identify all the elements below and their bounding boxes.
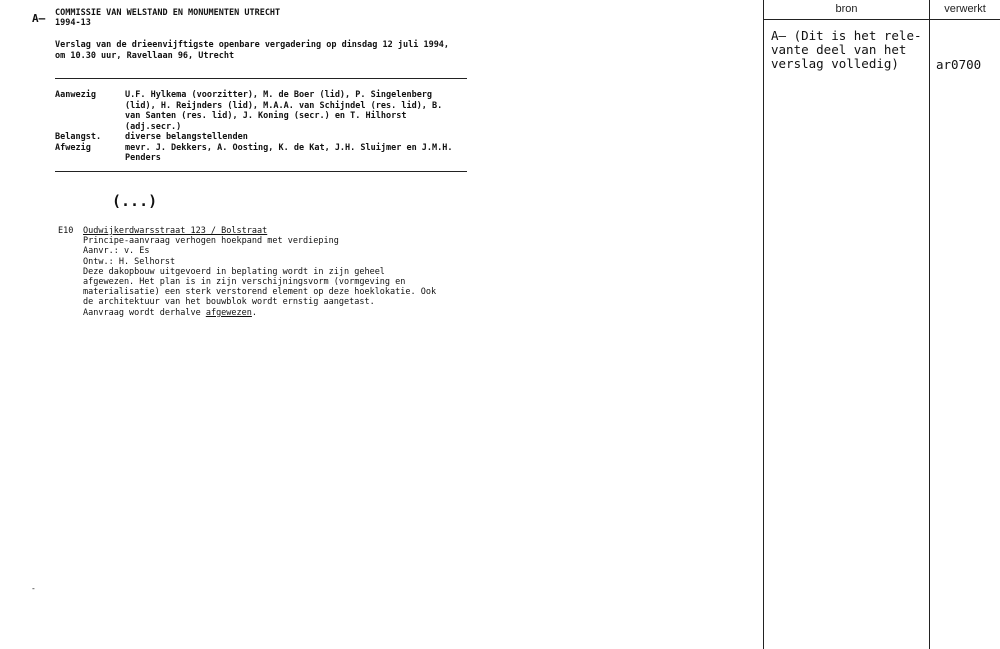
stakeholders-text: diverse belangstellenden (125, 132, 248, 142)
stray-mark: - (31, 584, 36, 593)
omission-ellipsis: (...) (112, 192, 158, 210)
present-row (55, 90, 465, 132)
present-line: U.F. Hylkema (voorzitter), M. de Boer (lid), P. Singelenberg (125, 90, 433, 100)
bron-line: A— (Dit is het rele- (771, 28, 922, 43)
present-names (125, 90, 465, 132)
item-line: Ontw.: H. Selhorst (83, 256, 176, 267)
meeting-line: Verslag van de drieenvijftigste openbare vergadering op dinsdag 12 juli 1994, (55, 40, 450, 50)
item-line: Principe-aanvraag verhogen hoekpand met verdieping (83, 236, 339, 247)
verwerkt-code: ar0700 (936, 57, 982, 72)
table-header-rule (763, 19, 1000, 20)
report-number: 1994-13 (55, 18, 91, 28)
decision-prefix: Aanvraag wordt derhalve (83, 307, 206, 318)
column-header-bron: bron (835, 3, 858, 15)
source-marker: A— (32, 12, 46, 25)
divider-top (55, 78, 467, 79)
item-title: Oudwijkerdwarsstraat 123 / Bolstraat (83, 226, 268, 236)
absent-line: mevr. J. Dekkers, A. Oosting, K. de Kat, J.H. Sluijmer en J.M.H. (125, 142, 453, 153)
bron-line: vante deel van het (771, 42, 907, 57)
present-line: (lid), H. Reijnders (lid), M.A.A. van Schijndel (res. lid), B. (125, 100, 443, 111)
attendance-block (55, 90, 465, 164)
decision-suffix: . (251, 307, 258, 318)
absent-label: Afwezig (55, 142, 91, 153)
meeting-description (55, 40, 475, 62)
bron-line: verslag volledig) (771, 56, 899, 71)
agenda-item (83, 226, 453, 318)
item-line: materialisatie) een sterk verstorend element op deze hoeklokatie. Ook (83, 287, 437, 298)
decision-verdict: afgewezen (205, 307, 252, 318)
divider-bottom (55, 171, 467, 172)
stakeholders-label: Belangst. (55, 132, 102, 142)
item-line: Deze dakopbouw uitgevoerd in beplating wordt in zijn geheel (83, 266, 385, 277)
item-line: afgewezen. Het plan is in zijn verschijningsvorm (vormgeving en (83, 277, 406, 288)
item-line: Aanvr.: v. Es (83, 246, 150, 257)
document-header (55, 8, 280, 28)
table-border-middle (929, 0, 930, 649)
item-decision (83, 308, 453, 318)
present-line: van Santen (res. lid), J. Koning (secr.) en T. Hilhorst (125, 111, 407, 121)
bron-note (771, 29, 926, 71)
column-header-verwerkt: verwerkt (944, 3, 986, 15)
present-label: Aanwezig (55, 90, 96, 100)
item-line: de architektuur van het bouwblok wordt ernstig aangetast. (83, 297, 375, 308)
absent-names (125, 143, 465, 164)
table-border-left (763, 0, 764, 649)
stakeholders-row (55, 132, 465, 143)
organization-name: COMMISSIE VAN WELSTAND EN MONUMENTEN UTRECHT (55, 8, 281, 18)
absent-line: Penders (125, 153, 161, 163)
present-line: (adj.secr.) (125, 121, 182, 132)
absent-row (55, 143, 465, 164)
item-number: E10 (58, 226, 74, 236)
meeting-line: om 10.30 uur, Ravellaan 96, Utrecht (55, 51, 235, 61)
